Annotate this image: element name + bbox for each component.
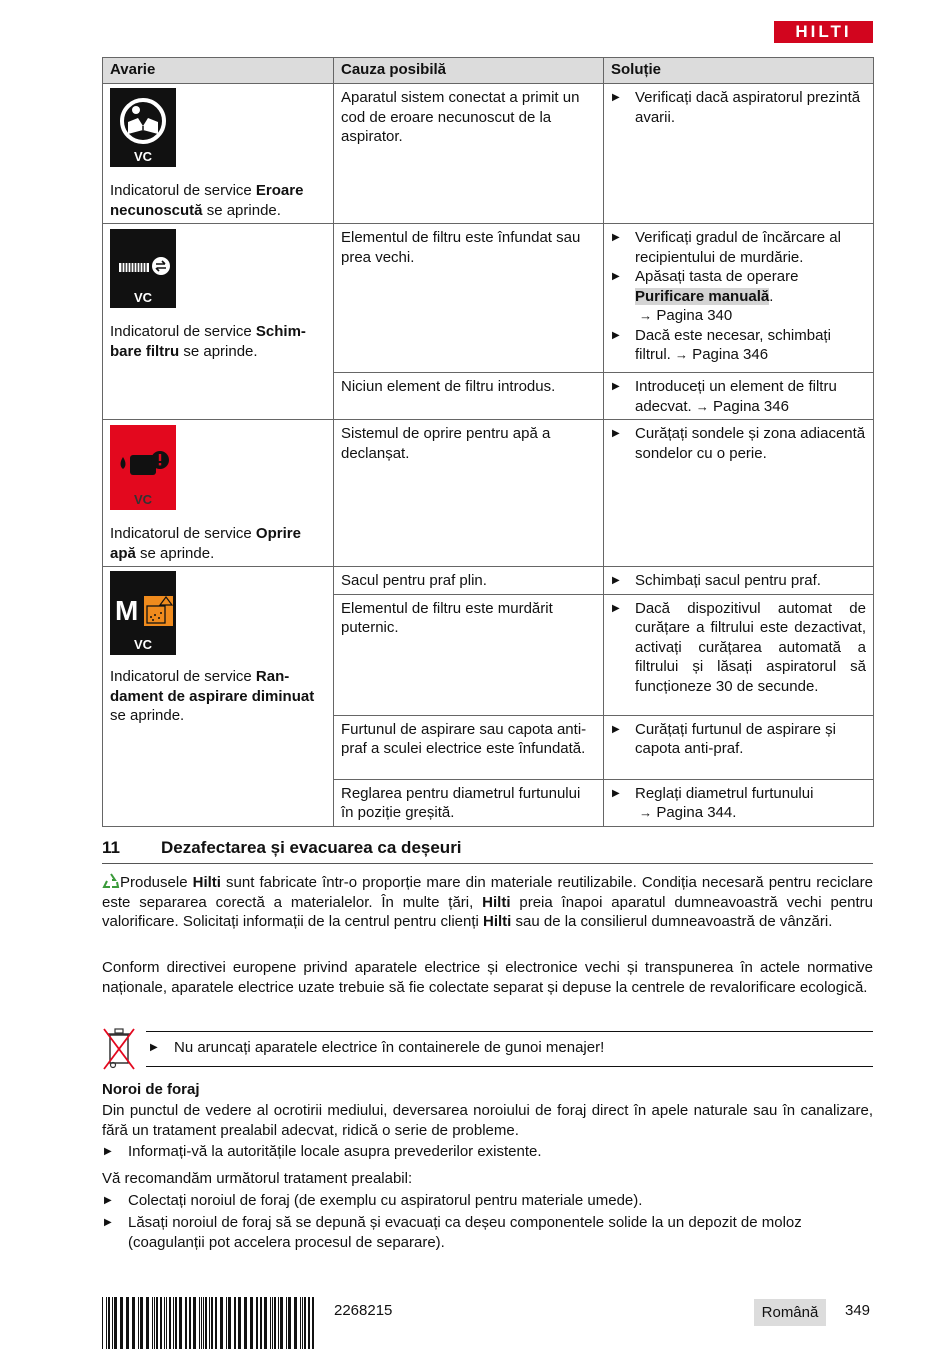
barcode-bar [138,1297,139,1349]
hilti-logo: HILTI [774,21,873,43]
cause-cell: Aparatul sistem conectat a primit un cod de eroare necunoscut de la aspirator. [334,84,604,224]
fault-cell [103,84,334,224]
barcode-bar [108,1297,110,1349]
barcode-bar [175,1297,177,1349]
barcode-bar [152,1297,153,1349]
cause-cell: Furtunul de aspirare sau capota anti-praf a sculei electrice este înfundată. [334,715,604,779]
barcode-bar [199,1297,200,1349]
barcode-bar [286,1297,287,1349]
cause-cell: Sacul pentru praf plin. [334,567,604,595]
page-number: 349 [845,1302,871,1319]
barcode-bar [201,1297,202,1349]
note-text: Nu aruncați aparatele electrice în containerele de gunoi menajer! [174,1039,605,1056]
drilling-mud-paragraph: Din punctul de vedere al ocrotirii mediului, deversarea noroiului de foraj direct în apele naturale sau în canalizare, fără un tratament prealabil adecvat, ridică o serie de probleme. [102,1102,873,1139]
barcode-bar [156,1297,158,1349]
header-cause: Cauza posibilă [334,58,604,84]
barcode-bar [173,1297,174,1349]
barcode-bar [294,1297,297,1349]
cause-cell: Elementul de filtru este murdărit puternic. [334,594,604,715]
list-item: ▶ Lăsați noroiul de foraj să se depună și evacuați ca deșeu componentele solide la un depozit de moloz (coagulanții pot accelera procesul de separare). [104,1214,802,1251]
barcode-bar [312,1297,314,1349]
fault-cell [103,567,334,827]
list-item: ▶ Colectați noroiul de foraj (de exemplu cu aspiratorul pentru materiale umede). [104,1192,643,1209]
table-row [103,84,874,224]
solution-cell: ▶ Reglați diametrul furtunului → Pagina 344. [604,779,874,826]
barcode-bar [215,1297,217,1349]
barcode-bar [106,1297,107,1349]
barcode-bar [234,1297,236,1349]
cause-cell: Reglarea pentru diametrul furtunului în poziție greșită. [334,779,604,826]
barcode-bar [160,1297,162,1349]
barcode-bar [132,1297,135,1349]
header-solution: Soluție [604,58,874,84]
crossed-bin-icon [102,1025,136,1071]
fault-text: Indicatorul de service Schimbare filtru se aprinde. [110,323,306,360]
fault-cell [103,224,334,420]
solution-cell: ▶ Introduceți un element de filtru adecvat. → Pagina 346 [604,373,874,420]
document-number: 2268215 [334,1302,393,1319]
barcode-bar [244,1297,247,1349]
fault-text: Indicatorul de service Randament de aspirare diminuat se aprinde. [110,668,315,724]
barcode-bar [102,1297,103,1349]
barcode-bar [193,1297,196,1349]
language-label: Română [754,1299,826,1326]
barcode-bar [280,1297,283,1349]
barcode-bar [205,1297,207,1349]
solution-cell: ▶ Dacă dispozitivul automat de curățare a filtrului este dezactivat, activați curățarea automată a filtrului și lăsați aspiratorul să funcționeze 30 de secunde. [604,594,874,715]
barcode-bar [114,1297,117,1349]
barcode-bar [272,1297,273,1349]
table-row [103,567,874,595]
barcode-bar [302,1297,303,1349]
reduced-suction-icon: M VC [110,571,176,655]
barcode-bar [164,1297,165,1349]
barcode-bar [126,1297,129,1349]
table-header-row [103,58,874,84]
recommendation-text: Vă recomandăm următorul tratament prealabil: [102,1170,413,1187]
barcode-bar [209,1297,210,1349]
fault-text: Indicatorul de service Oprire apă se aprinde. [110,525,301,562]
list-item: ▶ Informați-vă la autoritățile locale asupra prevederilor existente. [104,1143,542,1160]
barcode-bar [140,1297,143,1349]
solution-cell: ▶ Schimbați sacul pentru praf. [604,567,874,595]
barcode-bar [250,1297,253,1349]
barcode-bar [146,1297,149,1349]
barcode [102,1297,318,1349]
change-filter-icon: VC [110,229,176,308]
water-stop-icon: VC [110,425,176,510]
barcode-bar [300,1297,301,1349]
barcode-bar [166,1297,167,1349]
barcode-bar [264,1297,267,1349]
weee-paragraph: Conform directivei europene privind aparatele electrice și electronice vechi și transpunerea în actele normative naționale, aparatele electrice uzate trebuie să fie colectate separat și depuse la centrele de revalorificare ecologică. [102,959,873,996]
barcode-bar [260,1297,262,1349]
barcode-bar [112,1297,113,1349]
fault-text: Indicatorul de service Eroare necunoscută se aprinde. [110,182,304,219]
unknown-error-icon: VC [110,88,176,167]
barcode-bar [228,1297,231,1349]
barcode-bar [256,1297,258,1349]
barcode-bar [308,1297,310,1349]
cause-cell: Elementul de filtru este înfundat sau prea vechi. [334,224,604,373]
header-fault: Avarie [103,58,334,84]
recycling-paragraph: Produsele Hilti sunt fabricate într-o proporție mare din materiale reutilizabile. Condiția necesară pentru reciclare este separarea corectă a materialelor. În multe țări, Hilti preia înapoi aparatul dumneavoastră vechi pentru valorificare. Solicitați informații de la centrul pentru clienți Hilti sau de la consilierul dumneavoastră de vânzări. [102,874,873,930]
barcode-bar [238,1297,241,1349]
barcode-bar [220,1297,223,1349]
barcode-bar [120,1297,123,1349]
barcode-bar [154,1297,155,1349]
barcode-bar [169,1297,171,1349]
cause-cell: Sistemul de oprire pentru apă a declanșat. [334,420,604,567]
table-row [103,420,874,567]
barcode-bar [211,1297,213,1349]
barcode-bar [185,1297,187,1349]
barcode-bar [203,1297,204,1349]
solution-cell: ▶ Verificați dacă aspiratorul prezintă avarii. [604,84,874,224]
cause-cell: Niciun element de filtru introdus. [334,373,604,420]
barcode-bar [270,1297,271,1349]
recycle-icon [102,873,120,889]
barcode-bar [226,1297,227,1349]
barcode-bar [274,1297,276,1349]
barcode-bar [278,1297,279,1349]
m-letter: M [115,595,139,626]
disposal-note: ▶ Nu aruncați aparatele electrice în containerele de gunoi menajer! [102,1025,873,1073]
solution-cell: ▶ Verificați gradul de încărcare al recipientului de murdărie. ▶ Apăsați tasta de operare Purificare manuală. → Pagina 340 ▶ Dacă este necesar, schimbați filtrul. → Pagina 346 [604,224,874,373]
solution-cell: ▶ Curățați furtunul de aspirare și capota anti-praf. [604,715,874,779]
fault-cell [103,420,334,567]
barcode-bar [179,1297,182,1349]
troubleshooting-table [102,57,874,827]
solution-cell: ▶ Curățați sondele și zona adiacentă sondelor cu o perie. [604,420,874,567]
table-row [103,224,874,373]
barcode-bar [304,1297,306,1349]
barcode-bar [288,1297,291,1349]
subsection-title: Noroi de foraj [102,1081,200,1098]
section-heading: 11 Dezafectarea și evacuarea ca deșeuri [102,837,873,864]
barcode-bar [189,1297,191,1349]
